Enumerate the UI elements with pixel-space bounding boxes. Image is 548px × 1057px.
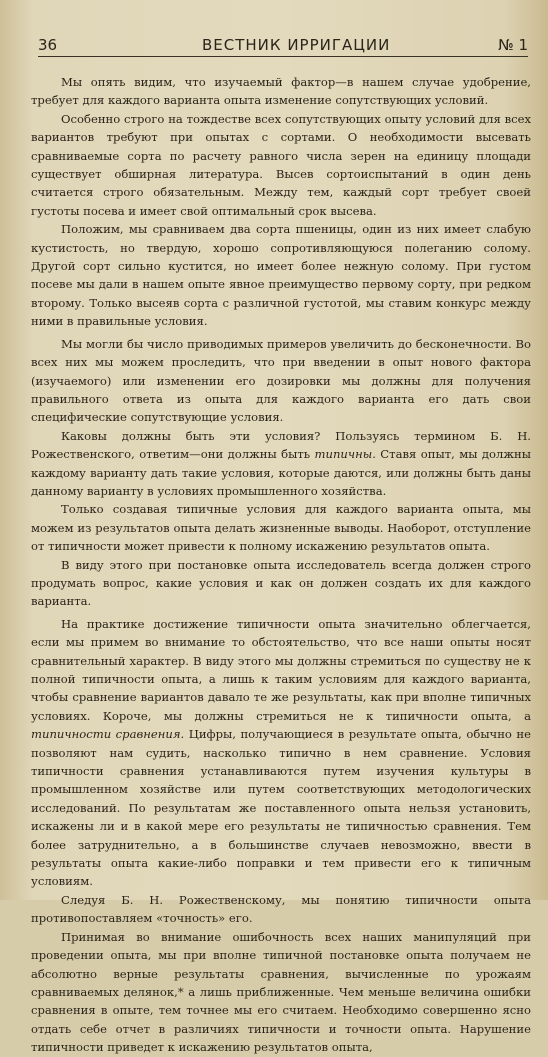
paragraph-8-text-b: . Цифры, получающиеся в результате опыта, обычно не позволяют нам судить, насколько типично в нем сравнение. Условия типичности сравнения устанавливаются путем изучения культуры в промышленном хозяйстве или путем соответствующих методологических исследований. По результатам же поставленного опыта нельзя установить, искажены ли и в какой мере его результаты не типичностью сравнения. Тем более затруднительно, а в большинстве случаев невозможно, ввести в результаты опыта какие-либо поправки и тем привести его к типичным условиям. xyxy=(31,727,532,889)
paragraph-10: Принимая во внимание ошибочность всех наших манипуляций при проведении опыта, мы при вполне типичной постановке опыта получаем не абсолютно верные результаты сравнения, вычисленные по урожаям сравниваемых делянок,* а лишь приближенные. Чем меньше величина ошибки сравнения в опыте, тем точнее мы его считаем. Необходимо совершенно ясно отдать себе отчет в различиях типичности и точности опыта. Нарушение типичности приведет к искажению результатов опыта, xyxy=(31,929,531,1055)
header-rule xyxy=(38,56,528,57)
issue-number: № 1 xyxy=(498,36,528,54)
article-body xyxy=(31,73,531,1057)
journal-title: ВЕСТНИК ИРРИГАЦИИ xyxy=(202,36,391,54)
paragraph-4: Мы могли бы число приводимых примеров увеличить до бесконечности. Во всех них мы можем проследить, что при введении в опыт нового фактора (изучаемого) или изменении его дозировки мы должны для получения правильного ответа из опыта для каждого варианта его дать свои специфические сопутствующие условия. xyxy=(31,336,531,425)
paragraph-5-text-a: Каковы должны быть эти условия? Пользуясь термином Б. Н. Рожественского, ответим—они должны быть xyxy=(31,428,531,462)
emphasis-comparison: типичности сравнения xyxy=(31,727,181,742)
paragraph-7: В виду этого при постановке опыта исследователь всегда должен строго продумать вопрос, какие условия и как он должен создать их для каждого варианта. xyxy=(31,557,531,609)
paragraph-3: Положим, мы сравниваем два сорта пшеницы, один из них имеет слабую кустистость, но твердую, хорошо сопротивляющуюся полеганию солому. Другой сорт сильно кустится, но имеет более нежную солому. При густом посеве мы дали в нашем опыте явное преимущество первому сорту, при редком второму. Только высеяв сорта с различной густотой, мы ставим конкурс между ними в правильные условия. xyxy=(31,222,531,329)
paragraph-8 xyxy=(31,615,531,891)
paragraph-5 xyxy=(31,427,531,501)
paragraph-1: Мы опять видим, что изучаемый фактор—в нашем случае удобрение, требует для каждого варианта опыта изменение сопутствующих условий. xyxy=(31,75,531,108)
paragraph-9: Следуя Б. Н. Рожественскому, мы понятию типичности опыта противопоставляем «точность» его. xyxy=(31,892,531,926)
page-number: 36 xyxy=(38,36,58,54)
paragraph-8-text-a: На практике достижение типичности опыта значительно облегчается, если мы примем во внимание то обстоятельство, что все наши опыты носят сравнительный характер. В виду этого мы должны стремиться по существу не к полной типичности опыта, а лишь к таким условиям для каждого варианта, чтобы сравнение вариантов давало те же результаты, как при вполне типичных условиях. Короче, мы должны стремиться не к типичности опыта, а xyxy=(31,616,531,723)
paragraph-6: Только создавая типичные условия для каждого варианта опыта, мы можем из результатов опыта делать жизненные выводы. Наоборот, отступление от типичности может привести к полному искажению результатов опыта. xyxy=(31,502,531,554)
emphasis-typical: типичны xyxy=(314,447,373,462)
running-header xyxy=(38,36,528,58)
paragraph-5-text-b: . Ставя опыт, мы должны каждому варианту дать такие условия, которые даются, или должны быть даны данному варианту в условиях промышленного хозяйства. xyxy=(31,447,531,498)
paragraph-2: Особенно строго на тождестве всех сопутствующих опыту условий для всех вариантов требуют при опытах с сортами. О необходимости высевать сравниваемые сорта по расчету равного числа зерен на единицу площади существует обширная литература. Высев сортоиспытаний в один день считается строго обязательным. Между тем, каждый сорт требует своей густоты посева и имеет свой оптимальный срок высева. xyxy=(31,111,531,218)
